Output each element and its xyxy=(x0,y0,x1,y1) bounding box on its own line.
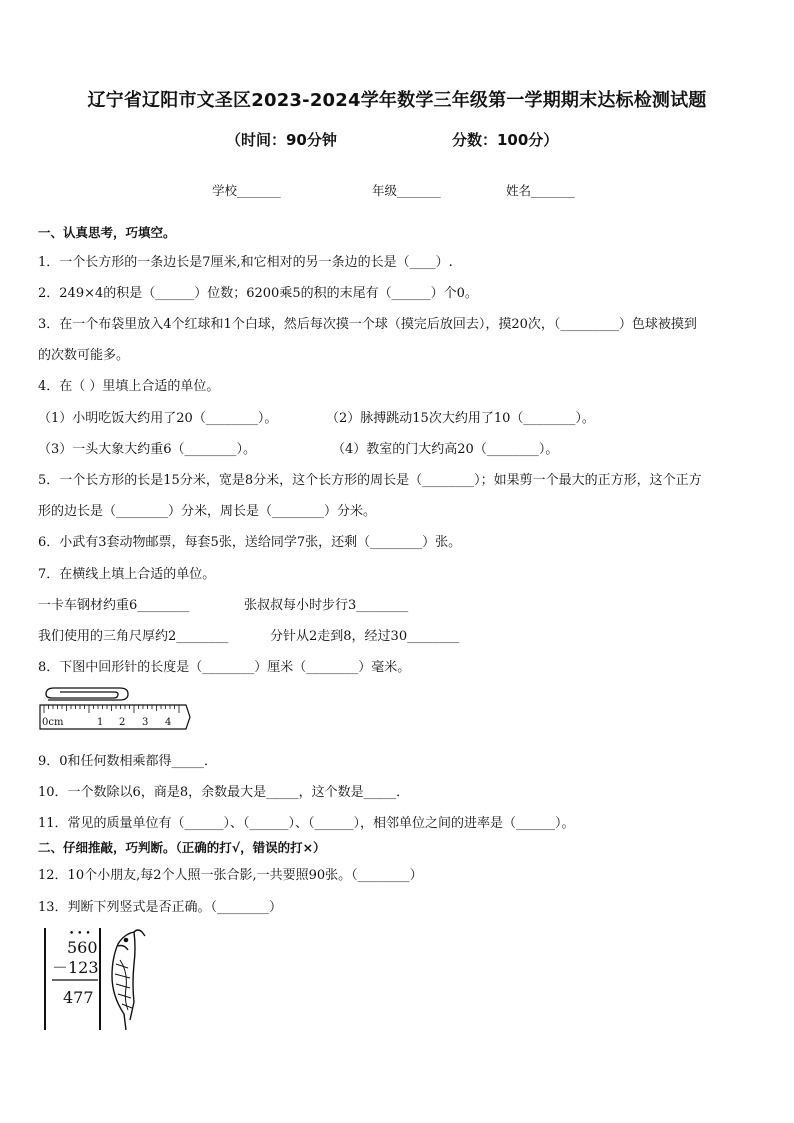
question-7-1: 一卡车钢材约重6________ xyxy=(38,598,190,613)
subtraction-minus: －123 xyxy=(52,958,99,977)
paperclip-ruler-figure xyxy=(38,684,192,732)
question-8: 8．下图中回形针的长度是（________）厘米（________）毫米。 xyxy=(38,660,411,675)
question-7: 7．在横线上填上合适的单位。 xyxy=(38,567,216,582)
question-7-3: 我们使用的三角尺厚约2________ xyxy=(38,629,229,644)
question-7-4: 分针从2走到8，经过30________ xyxy=(270,629,460,644)
paperclip-icon xyxy=(46,688,128,700)
question-4-4: （4）教室的门大约高20（________）。 xyxy=(332,442,559,457)
question-1: 1．一个长方形的一条边长是7厘米,和它相对的另一条边的长是（____）. xyxy=(38,255,453,270)
question-5-line-1: 5．一个长方形的长是15分米，宽是8分米，这个长方形的周长是（________）；如果剪一个最大的正方形，这个正方 xyxy=(38,473,702,488)
subtraction-top: 560 xyxy=(67,938,98,957)
question-11: 11．常见的质量单位有（______）、（______）、（______），相邻单位之间的进率是（______）。 xyxy=(38,816,575,831)
question-10: 10．一个数除以6，商是8，余数最大是_____，这个数是_____． xyxy=(38,785,410,800)
question-2: 2．249×4的积是（______）位数；6200乘5的积的末尾有（______）个0。 xyxy=(38,286,478,301)
section-2-heading: 二、仔细推敲，巧判断。（正确的打√，错误的打×） xyxy=(38,840,326,855)
question-4-3: （3）一头大象大约重6（________）。 xyxy=(38,442,257,457)
question-12: 12．10个小朋友,每2个人照一张合影,一共要照90张。（________） xyxy=(38,868,423,883)
question-6: 6．小武有3套动物邮票，每套5张，送给同学7张，还剩（________）张。 xyxy=(38,535,462,550)
name-field: 姓名_______ xyxy=(506,183,575,198)
exam-title: 辽宁省辽阳市文圣区2023-2024学年数学三年级第一学期期末达标检测试题 xyxy=(87,90,707,111)
subtraction-result: 477 xyxy=(63,988,94,1007)
woodpecker-icon xyxy=(112,930,145,1030)
question-4: 4．在（ ）里填上合适的单位。 xyxy=(38,379,220,394)
question-5-line-2: 形的边长是（________）分米，周长是（________）分米。 xyxy=(38,504,377,519)
question-3-line-1: 3．在一个布袋里放入4个红球和1个白球，然后每次摸一个球（摸完后放回去），摸20次，（_________）色球被摸到 xyxy=(38,317,697,332)
exam-score: 分数：100分） xyxy=(452,131,559,149)
section-1-heading: 一、认真思考，巧填空。 xyxy=(38,225,176,240)
ruler-label-4: 4 xyxy=(165,717,172,728)
school-field: 学校_______ xyxy=(212,183,281,198)
ruler-label-2: 2 xyxy=(119,717,126,728)
question-7-2: 张叔叔每小时步行3________ xyxy=(244,598,409,613)
borrow-dots: • • • xyxy=(69,929,91,939)
ruler-label-3: 3 xyxy=(142,717,149,728)
grade-field: 年级_______ xyxy=(372,183,441,198)
ruler-label-0: 0cm xyxy=(42,717,64,728)
exam-time: （时间：90分钟 xyxy=(226,131,337,149)
question-3-line-2: 的次数可能多。 xyxy=(38,348,130,363)
subtraction-figure xyxy=(38,924,146,1034)
question-4-1: （1）小明吃饭大约用了20（________）。 xyxy=(38,411,278,426)
question-4-2: （2）脉搏跳动15次大约用了10（________）。 xyxy=(326,411,595,426)
question-9: 9．0和任何数相乘都得_____． xyxy=(38,754,218,769)
question-13: 13．判断下列竖式是否正确。（________） xyxy=(38,900,283,915)
ruler-label-1: 1 xyxy=(97,717,104,728)
